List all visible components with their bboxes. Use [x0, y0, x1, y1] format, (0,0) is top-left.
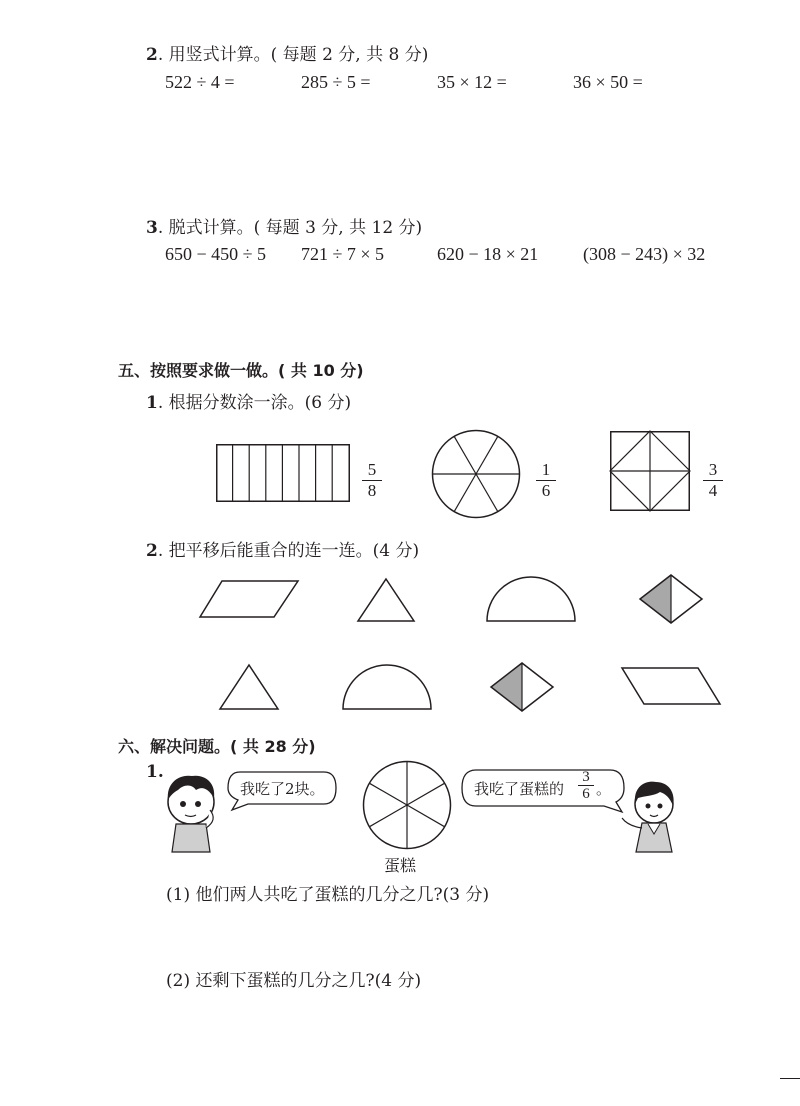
section5-title: 五、按照要求做一做。( 共 10 分) — [118, 361, 364, 380]
q2-title: . 用竖式计算。( 每题 2 分, 共 8 分) — [157, 45, 429, 65]
fraction-denominator: 4 — [708, 481, 718, 500]
s6-q1-number-text: 1. — [146, 762, 164, 782]
circle-sixths[interactable] — [431, 429, 521, 519]
fraction-numerator: 3 — [582, 769, 590, 785]
q2-number: 2 — [146, 45, 158, 65]
q3-heading — [146, 213, 422, 238]
fraction-denominator: 6 — [541, 481, 551, 500]
bottom-shaded-diamond[interactable] — [490, 662, 554, 712]
q2-expr-3: 35 × 12 = — [437, 72, 507, 92]
q3-expr-3: 620 − 18 × 21 — [437, 244, 539, 264]
square-diamond-quarters[interactable] — [610, 431, 690, 511]
bottom-parallelogram[interactable] — [620, 667, 722, 705]
fraction-1-6 — [536, 461, 556, 500]
section6-title: 六、解决问题。( 共 28 分) — [118, 737, 316, 756]
fraction-numerator: 1 — [541, 460, 551, 479]
bottom-triangle[interactable] — [219, 664, 279, 710]
fraction-denominator: 6 — [582, 786, 590, 802]
s5-q2-number: 2 — [146, 541, 158, 561]
q3-number: 3 — [146, 218, 158, 238]
q2-heading — [146, 40, 428, 65]
page-edge-mark — [780, 1078, 800, 1079]
q2-expr-1: 522 ÷ 4 = — [165, 72, 235, 92]
q3-expr-1: 650 − 450 ÷ 5 — [165, 244, 267, 264]
cake-label: 蛋糕 — [384, 856, 417, 875]
bottom-semicircle[interactable] — [342, 663, 432, 710]
s5-q1-number: 1 — [146, 393, 158, 413]
girl-speech-suffix: 。 — [596, 780, 612, 798]
s5-q2-title: . 把平移后能重合的连一连。(4 分) — [157, 541, 420, 561]
q3-expr-2: 721 ÷ 7 × 5 — [301, 244, 385, 264]
fraction-denominator: 8 — [367, 481, 377, 500]
top-shaded-diamond[interactable] — [639, 574, 703, 624]
s5-q2-heading — [146, 536, 419, 561]
girl-speech-prefix: 我吃了蛋糕的 — [474, 780, 565, 798]
boy-speech-text: 我吃了2块。 — [240, 780, 325, 798]
s5-q1-heading — [146, 388, 351, 413]
rectangle-eighths[interactable] — [216, 444, 350, 502]
s5-q1-title: . 根据分数涂一涂。(6 分) — [157, 393, 352, 413]
fraction-numerator: 5 — [367, 460, 377, 479]
fraction-5-8 — [362, 461, 382, 500]
q3-title: . 脱式计算。( 每题 3 分, 共 12 分) — [157, 218, 423, 238]
s6-q1-sub1: (1) 他们两人共吃了蛋糕的几分之几?(3 分) — [166, 885, 490, 905]
cake-circle — [362, 760, 452, 850]
top-semicircle[interactable] — [486, 575, 576, 622]
girl-illustration — [618, 778, 684, 854]
top-triangle[interactable] — [357, 578, 415, 622]
s6-q1-sub2: (2) 还剩下蛋糕的几分之几?(4 分) — [166, 971, 422, 991]
q3-expr-4: (308 − 243) × 32 — [583, 244, 706, 264]
top-parallelogram[interactable] — [198, 580, 300, 618]
fraction-3-4 — [703, 461, 723, 500]
q2-expr-4: 36 × 50 = — [573, 72, 643, 92]
girl-speech-fraction — [578, 770, 594, 801]
fraction-numerator: 3 — [708, 460, 718, 479]
boy-illustration — [158, 772, 228, 854]
q2-expr-2: 285 ÷ 5 = — [301, 72, 371, 92]
